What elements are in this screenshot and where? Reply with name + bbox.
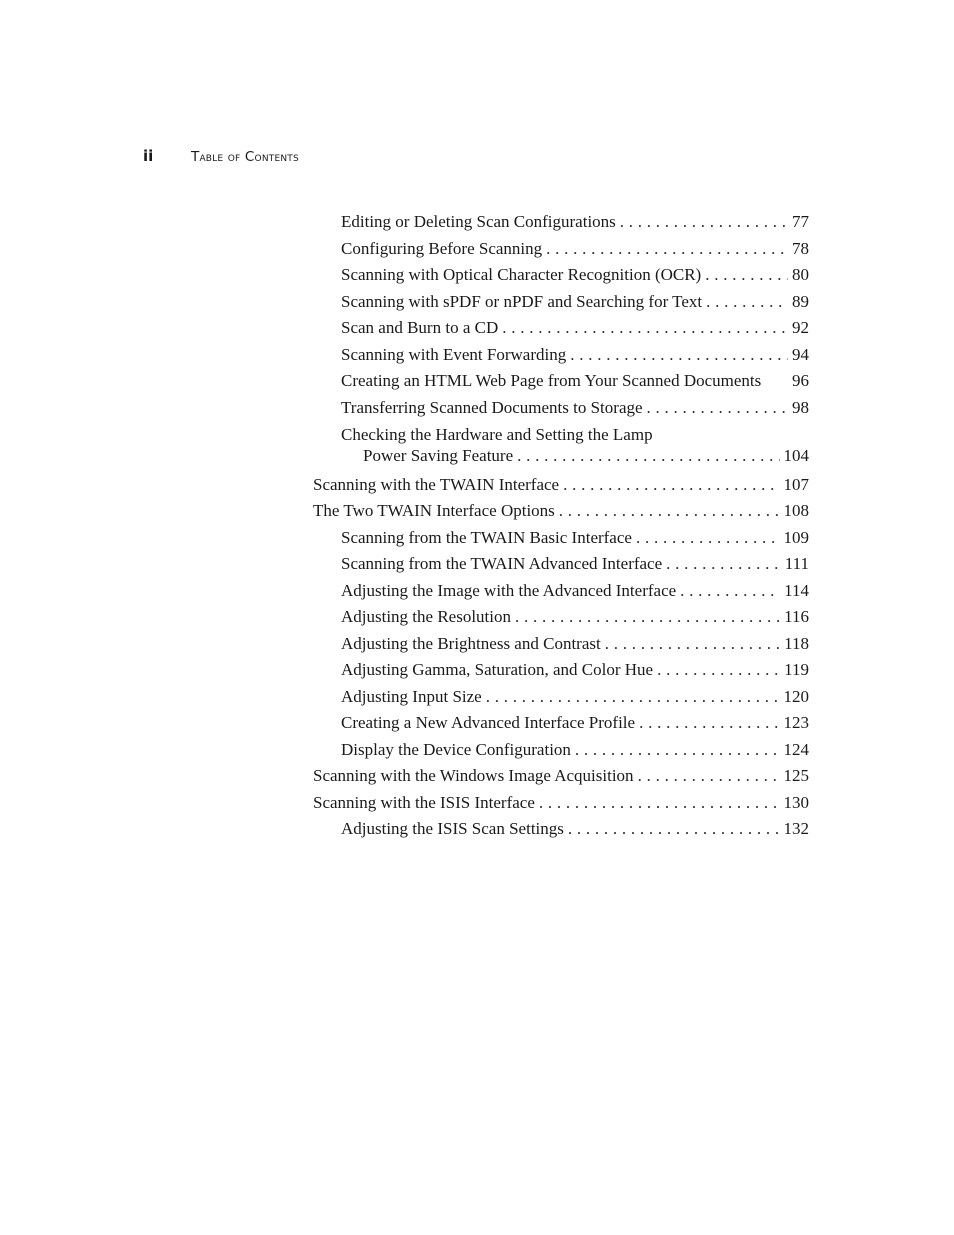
dot-leader <box>575 737 780 764</box>
toc-entry[interactable] <box>313 368 809 395</box>
toc-entry[interactable] <box>313 604 809 631</box>
toc-entry-page: 104 <box>783 446 809 465</box>
toc-entry-page: 111 <box>784 554 809 573</box>
toc-entry-page: 118 <box>784 633 809 653</box>
toc-entry[interactable] <box>313 342 809 369</box>
toc-entry-page: 130 <box>783 792 809 812</box>
toc-entry-page: 80 <box>792 265 809 284</box>
dot-leader <box>517 445 779 466</box>
toc-entry[interactable] <box>313 578 809 605</box>
toc-entry[interactable] <box>313 289 809 316</box>
dot-leader <box>666 551 781 578</box>
toc-entry[interactable] <box>313 551 809 578</box>
section-title: Table of Contents <box>191 149 299 165</box>
dot-leader <box>657 657 780 684</box>
toc-entry-title: Scanning with Event Forwarding <box>341 344 567 364</box>
toc-entry[interactable] <box>313 657 809 684</box>
toc-entry[interactable] <box>313 737 809 764</box>
toc-entry-title: The Two TWAIN Interface Options <box>313 501 555 520</box>
dot-leader <box>546 236 788 263</box>
toc-entry[interactable] <box>313 525 809 552</box>
toc-entry-title: Configuring Before Scanning <box>341 238 543 258</box>
toc-entry-title: Adjusting the Resolution <box>341 607 511 626</box>
toc-entry-title: Scanning with sPDF or nPDF and Searching for Text <box>341 291 703 311</box>
toc-entry-page: 92 <box>792 318 809 337</box>
toc-entry-page: 125 <box>783 766 809 785</box>
toc-entry-page: 78 <box>792 238 809 258</box>
toc-entry-page: 120 <box>783 686 809 706</box>
toc-entry-title: Display the Device Configuration <box>341 739 571 759</box>
dot-leader <box>620 209 788 236</box>
toc-entry-page: 107 <box>783 474 809 494</box>
toc-entry-title-continued: Power Saving Feature <box>363 446 514 465</box>
toc-entry-title: Creating an HTML Web Page from Your Scanned Documents <box>341 371 762 390</box>
dot-leader <box>636 525 780 552</box>
toc-entry-title: Adjusting Gamma, Saturation, and Color Hue <box>341 660 654 679</box>
dot-leader <box>639 710 779 737</box>
dot-leader <box>647 395 788 422</box>
toc-entry-page: 119 <box>784 660 809 679</box>
dot-leader <box>638 763 780 790</box>
toc-entry[interactable] <box>313 631 809 658</box>
toc-entry[interactable] <box>313 684 809 711</box>
dot-leader <box>502 315 788 342</box>
dot-leader <box>570 342 788 369</box>
toc-entry[interactable] <box>313 315 809 342</box>
toc-entry-title: Adjusting Input Size <box>341 686 482 706</box>
toc-entry[interactable] <box>313 816 809 843</box>
toc-entry-title: Scanning with Optical Character Recognition (OCR) <box>341 265 702 284</box>
toc-entry-page: 114 <box>784 580 809 600</box>
toc-entry-page: 116 <box>784 607 809 626</box>
toc-entry[interactable] <box>313 236 809 263</box>
toc-entry[interactable] <box>313 395 809 422</box>
toc-entry-page: 124 <box>783 739 809 759</box>
toc-entry-title: Creating a New Advanced Interface Profile <box>341 713 636 732</box>
toc-entry-title: Scanning from the TWAIN Basic Interface <box>341 527 632 547</box>
toc-entry-page: 94 <box>792 344 809 364</box>
toc-entry[interactable] <box>313 421 809 472</box>
toc-entry-title: Adjusting the Brightness and Contrast <box>341 633 601 653</box>
toc-entry-page: 96 <box>792 371 809 390</box>
page-number: ii <box>143 147 154 165</box>
toc-entry-page: 98 <box>792 397 809 417</box>
toc-entry-page: 132 <box>783 819 809 838</box>
toc-entry[interactable] <box>313 209 809 236</box>
toc-entry-title: Transferring Scanned Documents to Storage <box>341 397 643 417</box>
toc-entry[interactable] <box>313 710 809 737</box>
toc-entry-page: 123 <box>783 713 809 732</box>
toc-entry-title: Checking the Hardware and Setting the Lamp <box>341 425 653 444</box>
dot-leader <box>705 262 788 289</box>
dot-leader <box>680 578 780 605</box>
dot-leader <box>486 684 780 711</box>
toc-entry-title: Scanning with the ISIS Interface <box>313 792 535 812</box>
toc-entry-title: Editing or Deleting Scan Configurations <box>341 212 616 231</box>
toc-entry[interactable] <box>313 262 809 289</box>
toc-entry-page: 109 <box>783 527 809 547</box>
toc-entry[interactable] <box>313 498 809 525</box>
toc-entry-title: Scanning with the Windows Image Acquisition <box>313 766 634 785</box>
dot-leader <box>515 604 780 631</box>
toc-entry-page: 89 <box>792 291 809 311</box>
dot-leader <box>605 631 780 658</box>
toc-entry[interactable] <box>313 472 809 499</box>
toc-entry-title: Scanning with the TWAIN Interface <box>313 474 560 494</box>
toc-entry-title: Scan and Burn to a CD <box>341 318 499 337</box>
toc-entry-page: 77 <box>792 212 809 231</box>
dot-leader <box>706 289 788 316</box>
toc-entry[interactable] <box>313 763 809 790</box>
running-header <box>143 147 299 169</box>
dot-leader <box>563 472 779 499</box>
dot-leader <box>568 816 780 843</box>
dot-leader <box>539 790 780 817</box>
toc-entry-title: Adjusting the Image with the Advanced Interface <box>341 580 677 600</box>
dot-leader <box>559 498 780 525</box>
toc-entry-page: 108 <box>783 501 809 520</box>
toc-entry-title: Adjusting the ISIS Scan Settings <box>341 819 564 838</box>
toc-entry-title: Scanning from the TWAIN Advanced Interface <box>341 554 663 573</box>
table-of-contents <box>313 209 809 843</box>
toc-entry[interactable] <box>313 790 809 817</box>
